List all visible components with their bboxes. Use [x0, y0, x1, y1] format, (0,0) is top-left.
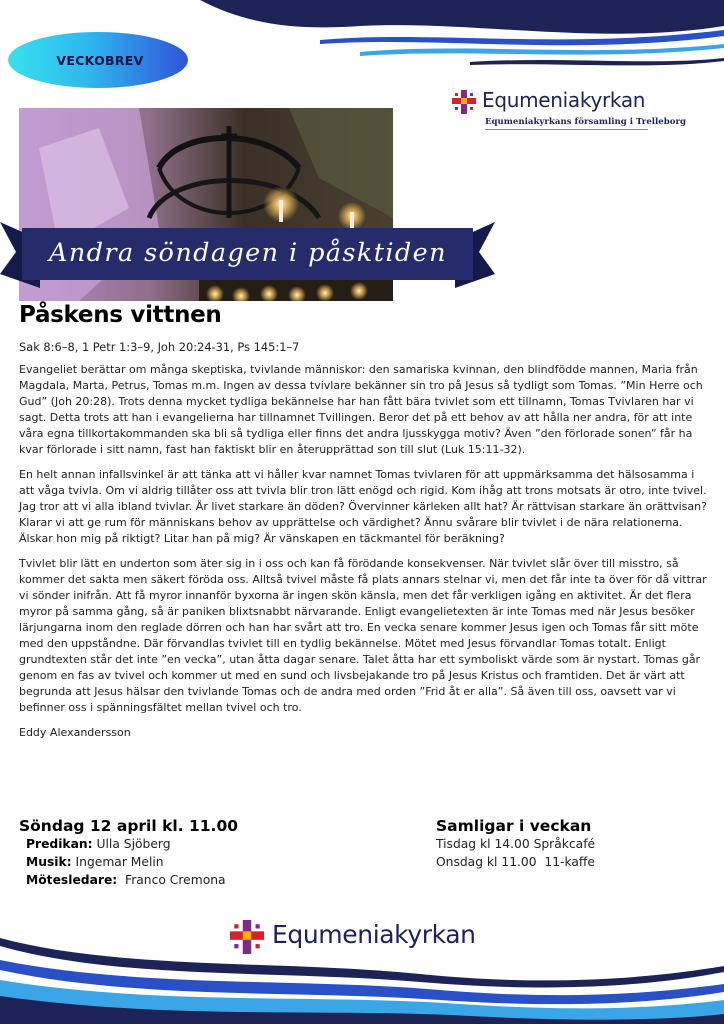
article-signature: Eddy Alexandersson	[19, 726, 131, 739]
article-paragraph: Tvivlet blir lätt en underton som äter sig in i oss och kan få förödande konsekvenser. När tvivlet slår över till misstro, så kommer det sakta men säkert föröda oss. Alltså tvivel måste få plats annars stelnar vi, men det får inte ta över för då vittrar vi sönder inifrån. Att få myror innanför byxorna är ingen skön känsla, men det får verkligen igång en aktivitet. Är det flera myror på samma gång, så är paniken blixtsnabbt närvarande. Enligt evangelietexten är inte Tomas med när Jesus besöker lärjungarna inom den reglade dörren och han har svårt att tro. En vecka senare kommer Jesus igen och Tomas får sitt möte med den uppståndne. Där förvandlas tvivlet till en tydlig bekännelse. Mötet med Jesus förvandlar Tomas totalt. Enligt grundtexten står det inte ”en vecka”, utan åtta dagar senare. Talet åtta har ett symboliskt värde som är nystart. Tomas går genom en fas av tvivel och kommer ut med en sund och livsbejakande tro på Jesus Kristus och framtiden. Det är värt att begrunda att Jesus hälsar den tvivlande Tomas och de andra med orden ”Frid åt er alla”. Så även till oss, oavsett var vi befinner oss i spänningsfältet mellan tvivel och tro.	[19, 557, 707, 714]
service-info	[19, 817, 349, 889]
weekly-row: Onsdag kl 11.00 11-kaffe	[436, 855, 595, 869]
logo-subtitle: Equmeniakyrkans församling i Trelleborg	[485, 117, 687, 127]
logo-divider	[485, 129, 648, 130]
weekly-title: Samligar i veckan	[436, 817, 592, 835]
footer-logo-name: Equmeniakyrkan	[272, 920, 476, 949]
weekly-gatherings	[436, 817, 706, 871]
church-logo-footer	[230, 918, 500, 958]
service-title: Söndag 12 april kl. 11.00	[19, 817, 239, 835]
article-title: Påskens vittnen	[19, 302, 222, 328]
logo-name: Equmeniakyrkan	[482, 88, 646, 112]
service-row-music: Musik: Ingemar Melin	[26, 855, 164, 869]
service-row-preacher: Predikan: Ulla Sjöberg	[26, 837, 171, 851]
article-paragraph: Evangeliet berättar om många skeptiska, tvivlande människor: den samariska kvinnan, den blindfödde mannen, Maria från Magdala, Marta, Petrus, Tomas m.m. Ingen av dessa tvivlare bekänner sin tro på Jesus så tydligt som Tomas. ”Min Herre och Gud” (Joh 20:28). Trots denna mycket tydliga bekännelse har han fått bära tvivlet som ett tillnamn, Tomas Tvivlaren har vi sagt. Detta trots att han i evangelierna har tillnamnet Tvillingen. Beror det på ett behov av att hålla ner andra, för att inte våra egna tillkortakommanden ska bli så tydliga eller finns det andra ljusskygga motiv? Även ”den förlorade sonen” får ha kvar förlorade i sitt namn, fast han faktiskt blir en återupprättad son till slut (Luk 15:11-32).	[19, 363, 703, 456]
cross-logo-icon	[452, 90, 476, 114]
sunday-title: Andra söndagen i påsktiden	[49, 238, 447, 268]
newsletter-label-pill	[8, 32, 188, 88]
article-paragraph: En helt annan infallsvinkel är att tänka att vi håller kvar namnet Tomas tvivlaren för att uppmärksamma det hälsosamma i att våga tvivla. Om vi aldrig tillåter oss att tvivla blir tron lätt enögd och rigid. Kom ihåg att trons motsats är otro, inte tvivel. Jag tror att vi alla ibland tvivlar. Är livet starkare än döden? Övervinner kärleken allt hat? Är rättvisan starkare än orättvisan? Klarar vi att ge rum för människans behov av upprättelse och värdighet? Ännu svårare blir tvivlet i de nära relationerna. Älskar hon mig på riktigt? Litar han på mig? Är vänskapen en täckmantel för beräkning?	[19, 468, 707, 545]
scripture-references: Sak 8:6–8, 1 Petr 1:3–9, Joh 20:24-31, Ps 145:1–7	[19, 340, 300, 354]
service-row-leader: Mötesledare: Franco Cremona	[26, 873, 226, 887]
church-logo-header	[452, 88, 687, 133]
weekly-row: Tisdag kl 14.00 Språkcafé	[436, 837, 596, 851]
cross-logo-icon	[230, 920, 264, 954]
article-body	[19, 362, 709, 750]
newsletter-label: VECKOBREV	[56, 52, 144, 68]
